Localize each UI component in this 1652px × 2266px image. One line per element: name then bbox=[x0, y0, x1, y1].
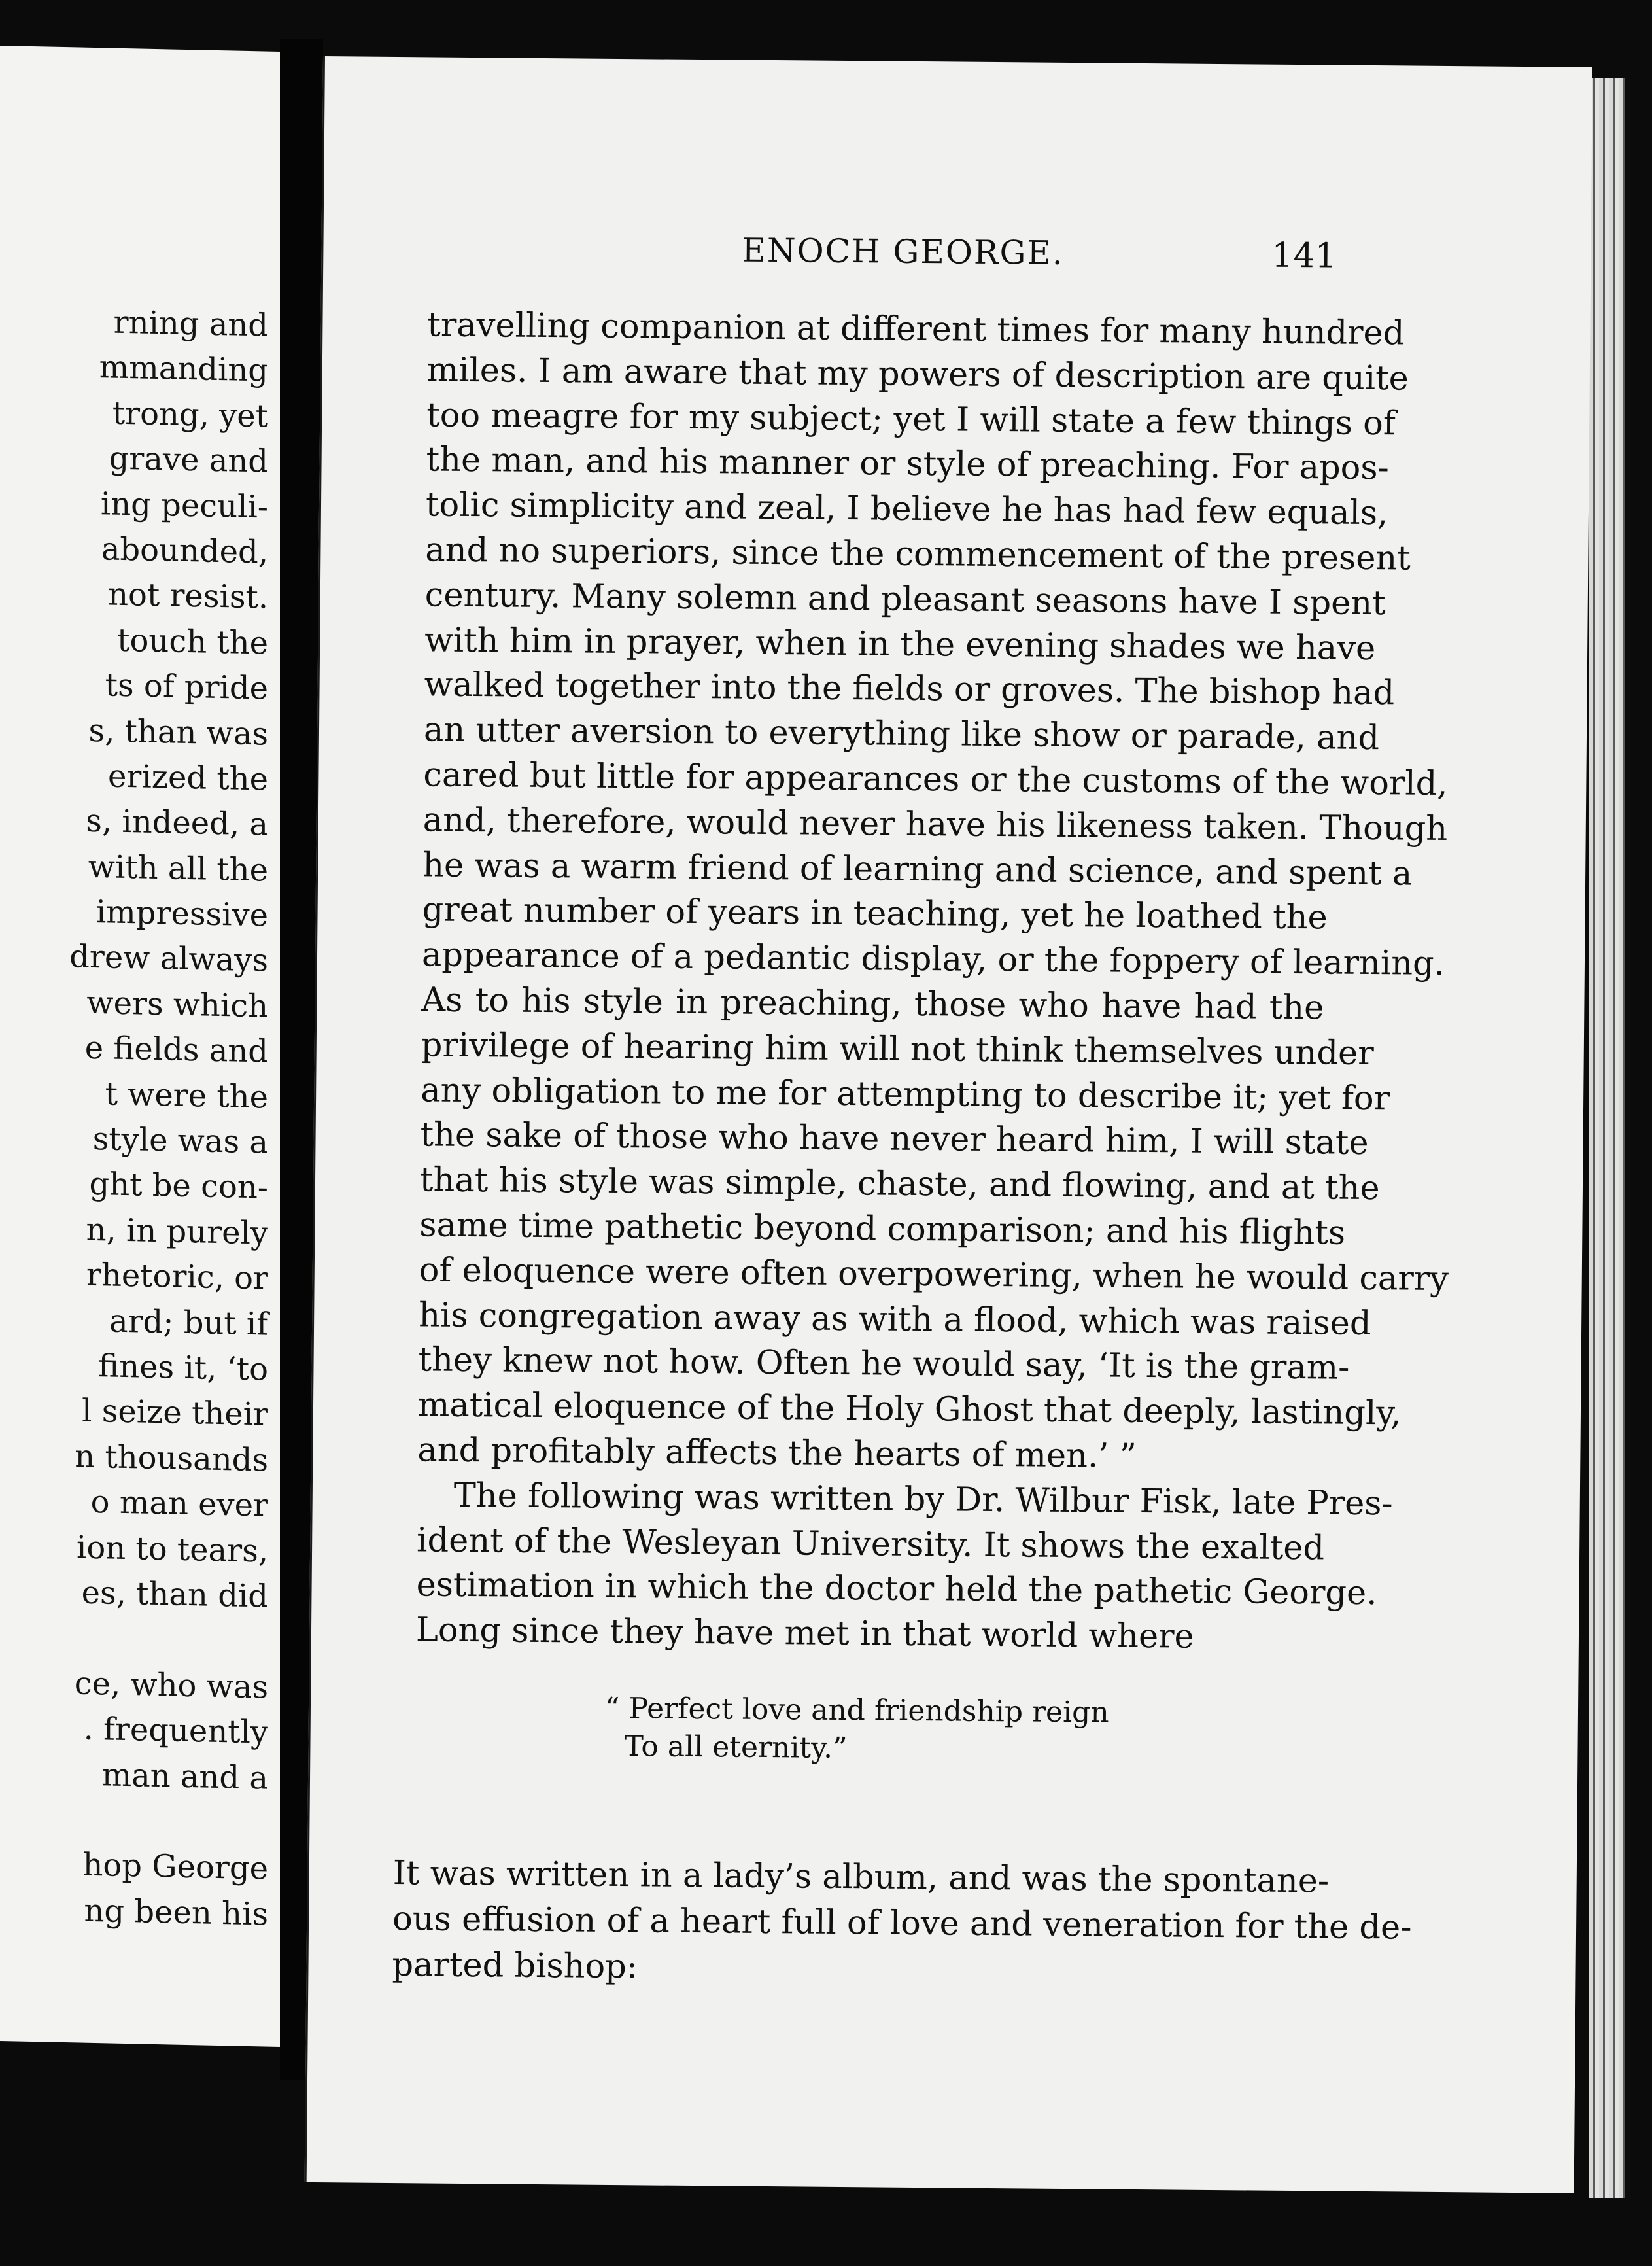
left-text-fragment: not resist. bbox=[108, 576, 268, 616]
left-text-fragment: ion to tears, bbox=[76, 1528, 268, 1570]
left-text-fragment: . frequently bbox=[83, 1710, 268, 1751]
left-text-fragment: rhetoric, or bbox=[86, 1256, 268, 1297]
left-text-fragment: es, than did bbox=[81, 1574, 268, 1615]
text-line: his congregation away as with a flood, which was raised bbox=[418, 1295, 1371, 1343]
left-page-text bbox=[0, 287, 268, 1937]
left-text-fragment: s, than was bbox=[88, 712, 268, 753]
text-line: walked together into the fields or groves. The bishop had bbox=[424, 665, 1395, 713]
text-line: with him in prayer, when in the evening shades we have bbox=[424, 620, 1376, 668]
text-line: ous effusion of a heart full of love and veneration for the de- bbox=[392, 1900, 1412, 1947]
running-title: ENOCH GEORGE. bbox=[742, 231, 1065, 272]
left-text-fragment: e fields and bbox=[84, 1029, 268, 1070]
text-line: of eloquence were often overpowering, when he would carry bbox=[419, 1251, 1449, 1299]
left-text-fragment: t were the bbox=[105, 1075, 268, 1116]
left-text-fragment: ing peculi- bbox=[100, 485, 268, 526]
text-line: the man, and his manner or style of preaching. For apos- bbox=[426, 440, 1390, 488]
running-head bbox=[324, 228, 1591, 276]
text-line: too meagre for my subject; yet I will state a few things of bbox=[426, 395, 1396, 443]
left-text-fragment: ce, who was bbox=[74, 1665, 268, 1706]
text-line: It was written in a lady’s album, and was the spontane- bbox=[392, 1854, 1330, 1901]
text-line: appearance of a pedantic display, or the foppery of learning. bbox=[421, 935, 1445, 984]
left-text-fragment: s, indeed, a bbox=[86, 803, 268, 843]
left-text-fragment: trong, yet bbox=[112, 394, 268, 435]
text-line: matical eloquence of the Holy Ghost that deeply, lastingly, bbox=[417, 1386, 1402, 1433]
text-line: ident of the Wesleyan University. It shows the exalted bbox=[416, 1520, 1325, 1567]
text-line: that his style was simple, chaste, and flowing, and at the bbox=[419, 1160, 1380, 1208]
left-text-fragment: rning and bbox=[113, 304, 268, 344]
left-text-fragment: style was a bbox=[92, 1121, 268, 1161]
text-line: and no superiors, since the commencement of the present bbox=[425, 531, 1411, 578]
text-line: cared but little for appearances or the customs of the world, bbox=[423, 756, 1448, 804]
left-text-fragment: erized the bbox=[108, 758, 268, 798]
left-text-fragment: n thousands bbox=[75, 1438, 268, 1479]
text-line: any obligation to me for attempting to describe it; yet for bbox=[420, 1070, 1390, 1118]
paragraph-2 bbox=[415, 1473, 1393, 1661]
text-line: privilege of hearing him will not think themselves under bbox=[421, 1026, 1374, 1073]
page-number: 141 bbox=[1271, 235, 1337, 276]
text-line: The following was written by Dr. Wilbur Fisk, late Pres- bbox=[453, 1476, 1393, 1524]
text-line: an utter aversion to everything like show or parade, and bbox=[423, 710, 1380, 758]
left-text-fragment: abounded, bbox=[101, 531, 268, 571]
left-text-fragment: o man ever bbox=[90, 1484, 268, 1524]
left-text-fragment: grave and bbox=[109, 440, 268, 480]
left-text-fragment: touch the bbox=[117, 621, 268, 662]
left-text-fragment: hop George bbox=[82, 1846, 268, 1887]
text-line: estimation in which the doctor held the pathetic George. bbox=[416, 1565, 1377, 1613]
text-line: the sake of those who have never heard him, I will state bbox=[420, 1115, 1369, 1163]
left-text-fragment: wers which bbox=[86, 984, 268, 1025]
left-facing-page bbox=[0, 46, 280, 2047]
text-line: and, therefore, would never have his likeness taken. Though bbox=[422, 801, 1448, 848]
text-line: they knew not how. Often he would say, ‘It is the gram- bbox=[418, 1340, 1350, 1388]
left-text-fragment: ght be con- bbox=[89, 1166, 268, 1207]
left-text-fragment: drew always bbox=[69, 938, 268, 980]
text-line: he was a warm friend of learning and science, and spent a bbox=[422, 845, 1413, 894]
right-page bbox=[305, 56, 1592, 2193]
text-line: century. Many solemn and pleasant seasons have I spent bbox=[424, 576, 1386, 623]
left-text-fragment: mmanding bbox=[99, 349, 268, 389]
paragraph-1 bbox=[417, 303, 1449, 1481]
left-text-fragment: fines it, ‘to bbox=[98, 1348, 268, 1388]
text-line: same time pathetic beyond comparison; and his flights bbox=[419, 1206, 1346, 1253]
verse-line: To all eternity.” bbox=[624, 1730, 848, 1766]
text-line: miles. I am aware that my powers of description are quite bbox=[426, 351, 1409, 398]
text-line: great number of years in teaching, yet he loathed the bbox=[422, 890, 1328, 937]
left-text-fragment: with all the bbox=[88, 848, 268, 889]
left-text-fragment: man and a bbox=[101, 1756, 268, 1797]
left-text-fragment: l seize their bbox=[82, 1392, 268, 1433]
text-line: parted bishop: bbox=[392, 1945, 638, 1987]
left-text-fragment: ts of pride bbox=[105, 667, 268, 707]
verse-quote bbox=[604, 1690, 1109, 1770]
page-edges bbox=[1589, 78, 1625, 2198]
left-text-fragment: n, in purely bbox=[86, 1211, 268, 1252]
text-line: As to his style in preaching, those who have had the bbox=[421, 981, 1324, 1028]
left-text-fragment: ng been his bbox=[84, 1892, 268, 1933]
left-text-fragment: impressive bbox=[95, 894, 268, 934]
paragraph-3 bbox=[392, 1851, 1412, 1996]
text-line: and profitably affects the hearts of men.’ ” bbox=[417, 1431, 1137, 1476]
left-text-fragment: ard; but if bbox=[109, 1302, 268, 1343]
text-line: tolic simplicity and zeal, I believe he has had few equals, bbox=[425, 485, 1388, 533]
text-line: travelling companion at different times for many hundred bbox=[427, 305, 1405, 353]
verse-line: “ Perfect love and friendship reign bbox=[604, 1691, 1109, 1730]
text-line: Long since they have met in that world where bbox=[415, 1611, 1195, 1656]
body-text bbox=[415, 303, 1449, 1661]
